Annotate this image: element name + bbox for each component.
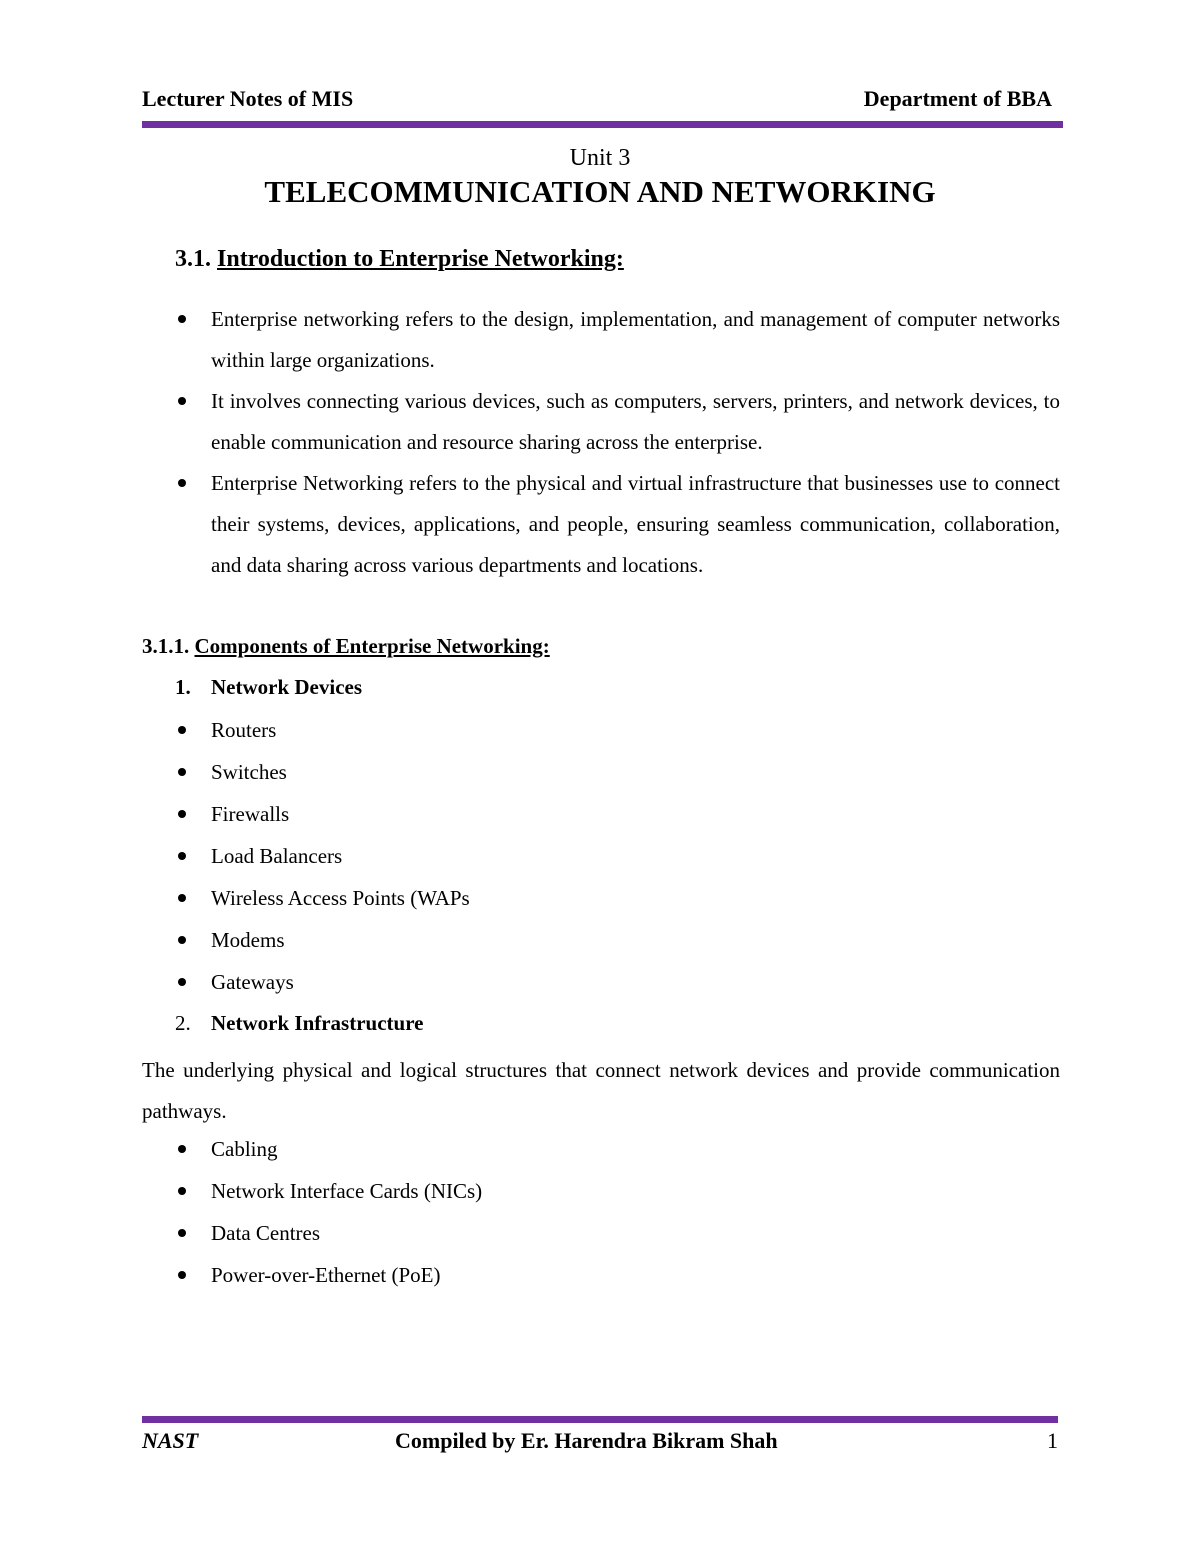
footer-author: Compiled by Er. Harendra Bikram Shah <box>395 1428 778 1453</box>
network-infrastructure-list <box>175 1128 482 1296</box>
page-title: TELECOMMUNICATION AND NETWORKING <box>264 174 936 209</box>
numbered-item-network-infrastructure <box>175 1011 423 1036</box>
page-header <box>142 86 1062 116</box>
subsection-number: 3.1.1. <box>142 634 190 658</box>
list-item: Modems <box>175 919 470 961</box>
item-number: 2. <box>175 1011 191 1035</box>
list-item: Load Balancers <box>175 835 470 877</box>
list-item: Wireless Access Points (WAPs <box>175 877 470 919</box>
header-right-text: Department of BBA <box>863 86 1052 111</box>
section-heading <box>175 246 624 273</box>
list-item: Switches <box>175 751 470 793</box>
item-label: Network Infrastructure <box>211 1011 424 1035</box>
page-number: 1 <box>1047 1428 1058 1453</box>
list-item: Routers <box>175 709 470 751</box>
section-title: Introduction to Enterprise Networking: <box>217 246 624 272</box>
footer-left-text: NAST <box>142 1428 199 1453</box>
list-item: Firewalls <box>175 793 470 835</box>
list-item: Cabling <box>175 1128 482 1170</box>
numbered-item-network-devices <box>175 675 362 700</box>
header-left-text: Lecturer Notes of MIS <box>142 86 354 111</box>
item-label: Network Devices <box>211 675 363 699</box>
list-item: It involves connecting various devices, such as computers, servers, printers, and network devices, to enable communication and resource sharing across the enterprise. <box>175 381 1060 463</box>
intro-bullet-list <box>175 299 1060 586</box>
network-devices-list <box>175 709 470 1003</box>
infrastructure-description: The underlying physical and logical structures that connect network devices and provide communication pathways. <box>142 1058 1060 1123</box>
list-item: Enterprise Networking refers to the physical and virtual infrastructure that businesses use to connect their systems, devices, applications, and people, ensuring seamless communication, collaboration, and data sharing across various departments and locations. <box>175 463 1060 586</box>
page-footer <box>142 1428 1058 1458</box>
item-number: 1. <box>175 675 191 699</box>
footer-rule <box>142 1416 1058 1423</box>
header-rule <box>142 121 1063 128</box>
section-number: 3.1. <box>175 246 211 272</box>
list-item: Data Centres <box>175 1212 482 1254</box>
list-item: Power-over-Ethernet (PoE) <box>175 1254 482 1296</box>
list-item: Network Interface Cards (NICs) <box>175 1170 482 1212</box>
list-item: Gateways <box>175 961 470 1003</box>
subsection-title: Components of Enterprise Networking: <box>194 634 550 658</box>
unit-label: Unit 3 <box>569 145 631 171</box>
list-item: Enterprise networking refers to the design, implementation, and management of computer networks within large organizations. <box>175 299 1060 381</box>
subsection-heading <box>142 634 550 659</box>
